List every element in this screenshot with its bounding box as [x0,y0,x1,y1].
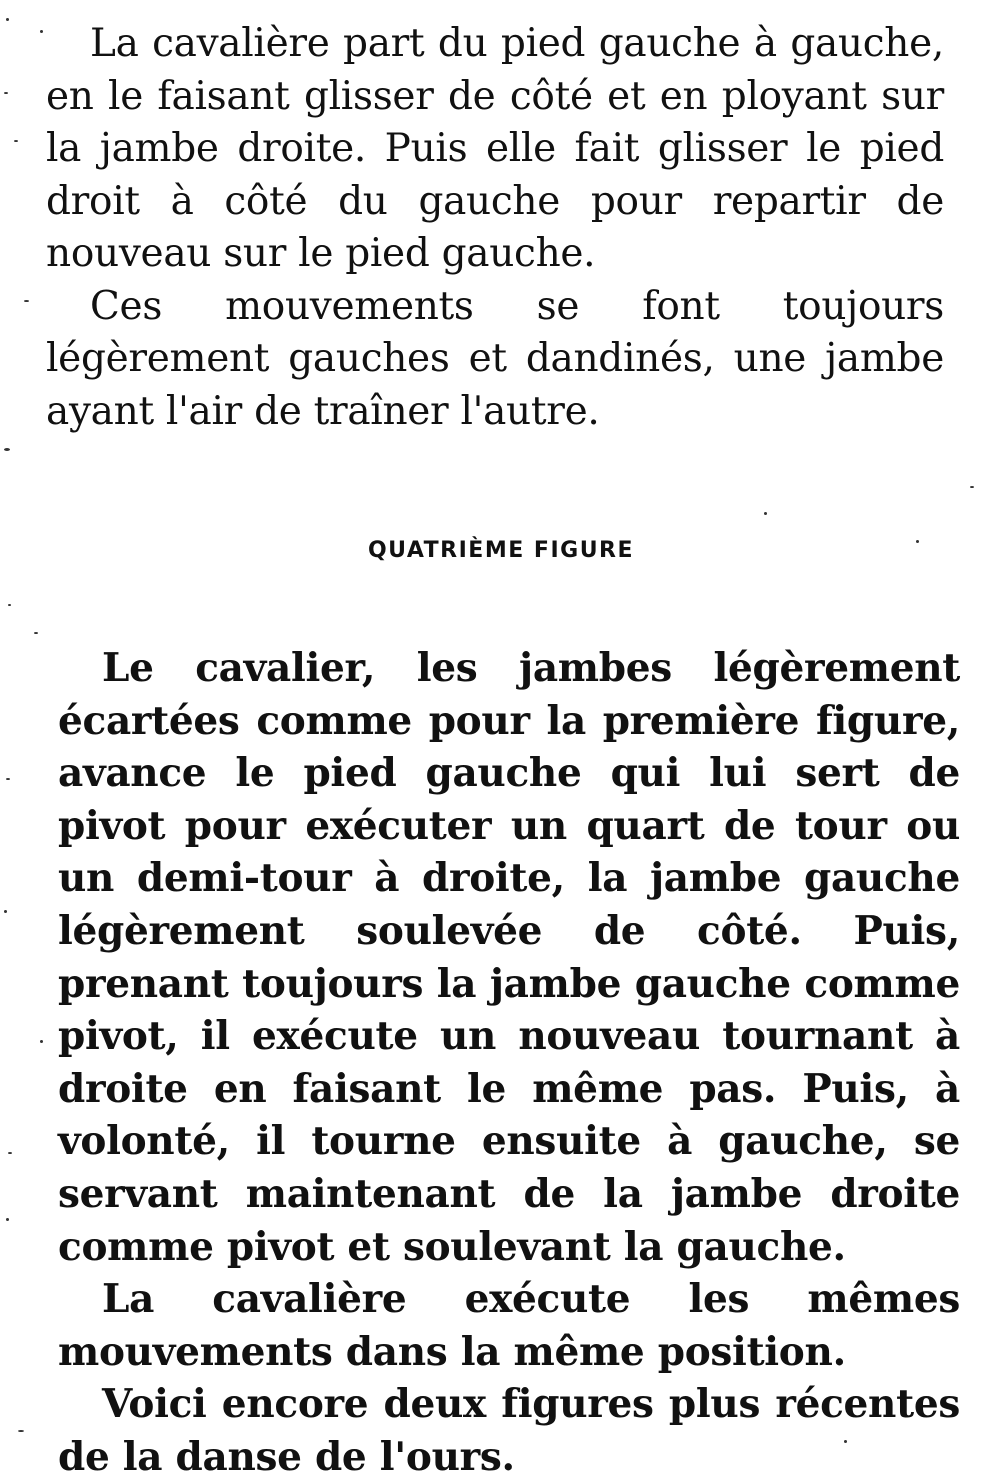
paragraph-cavalier-pivot: Le cavalier, les jambes légèrement écartées comme pour la première figure, avance le pied gauche qui lui sert de pivot pour exécuter un quart de tour ou un demi-tour à droite, la jambe gauche légèrement soulevée de côté. Puis, prenant toujours la jambe gauche comme pivot, il exécute un nouveau tournant à droite en faisant le même pas. Puis, à volonté, il tourne ensuite à gauche, se servant maintenant de la jambe droite comme pivot et soulevant la gauche. [58,645,960,1270]
paragraph-cavaliere-glide: La cavalière part du pied gauche à gauche, en le faisant glisser de côté et en ployant sur la jambe droite. Puis elle fait glisser le pied droit à côté du gauche pour repartir de nouveau sur le pied gauche. [46,21,944,276]
speck [18,1430,24,1432]
speck [6,18,9,21]
speck [8,604,11,606]
section-heading: QUATRIÈME FIGURE [367,538,635,563]
speck [40,30,43,33]
speck [970,486,974,488]
speck [764,512,767,515]
speck [4,448,10,451]
top-text-block [46,18,944,438]
bottom-text-block [58,642,960,1484]
speck [34,632,38,634]
speck [4,92,8,94]
speck [24,300,29,302]
paragraph-cavaliere-same: La cavalière exécute les mêmes mouvements dans la même position. [58,1276,960,1375]
speck [8,1152,12,1154]
speck [6,1218,9,1221]
speck [40,1040,43,1043]
speck [6,778,10,780]
speck [14,140,18,142]
paragraph-two-more-figures: Voici encore deux figures plus récentes de la danse de l'ours. [58,1381,960,1480]
paragraph-movements-awkward: Ces mouvements se font toujours légèrement gauches et dandinés, une jambe ayant l'air de traîner l'autre. [46,283,944,434]
speck [4,910,7,913]
speck [844,1440,847,1443]
speck [916,540,919,543]
